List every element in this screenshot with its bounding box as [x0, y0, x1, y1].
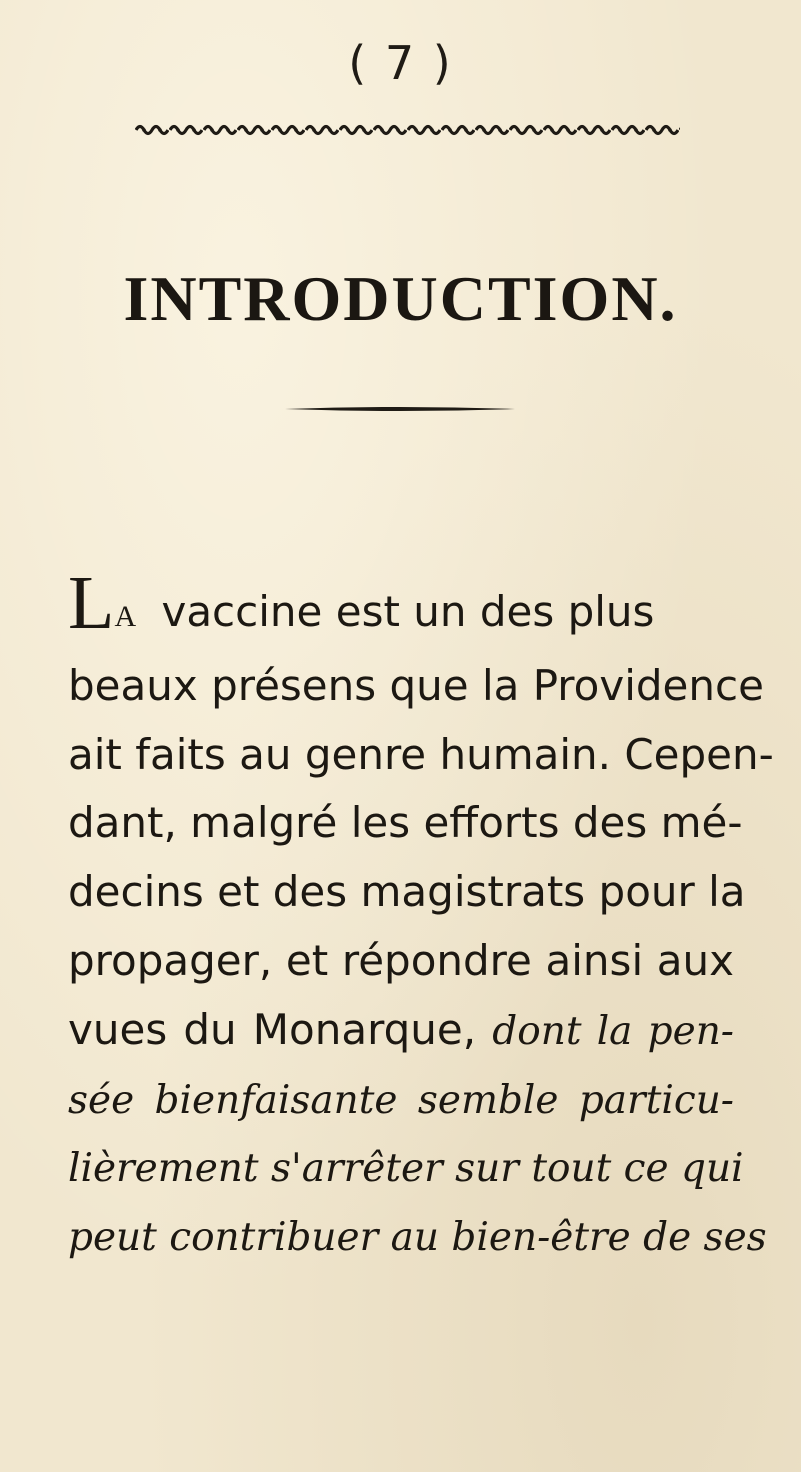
title-rule — [285, 406, 515, 412]
drop-cap: L — [68, 561, 115, 645]
text-line-3: ait faits au genre humain. Cepen- — [68, 729, 774, 779]
text-line-5: decins et des magistrats pour la — [68, 867, 746, 917]
text-line-8: sée bienfaisante semble particu- — [68, 1077, 734, 1123]
italic-text: dont la pen- — [492, 1008, 734, 1054]
ornamental-rule — [135, 118, 680, 142]
chapter-title: INTRODUCTION. — [123, 263, 678, 334]
line-text: vues du Monarque, — [68, 1004, 493, 1054]
text-line-2: beaux présens que la Providence — [68, 660, 764, 710]
text-line-10: peut contribuer au bien-être de ses — [68, 1215, 767, 1261]
text-line-9: lièrement s'arrêter sur tout ce qui — [68, 1146, 744, 1192]
body-text — [68, 561, 774, 1273]
text-line-7 — [68, 996, 734, 1067]
text-line-1 — [68, 561, 734, 652]
text-line-6: propager, et répondre ainsi aux — [68, 935, 734, 985]
text-line-4: dant, malgré les efforts des mé- — [68, 798, 743, 848]
small-caps-letter: A — [114, 600, 139, 633]
page-number: ( 7 ) — [348, 36, 453, 90]
line-text: vaccine est un des plus — [161, 587, 655, 636]
